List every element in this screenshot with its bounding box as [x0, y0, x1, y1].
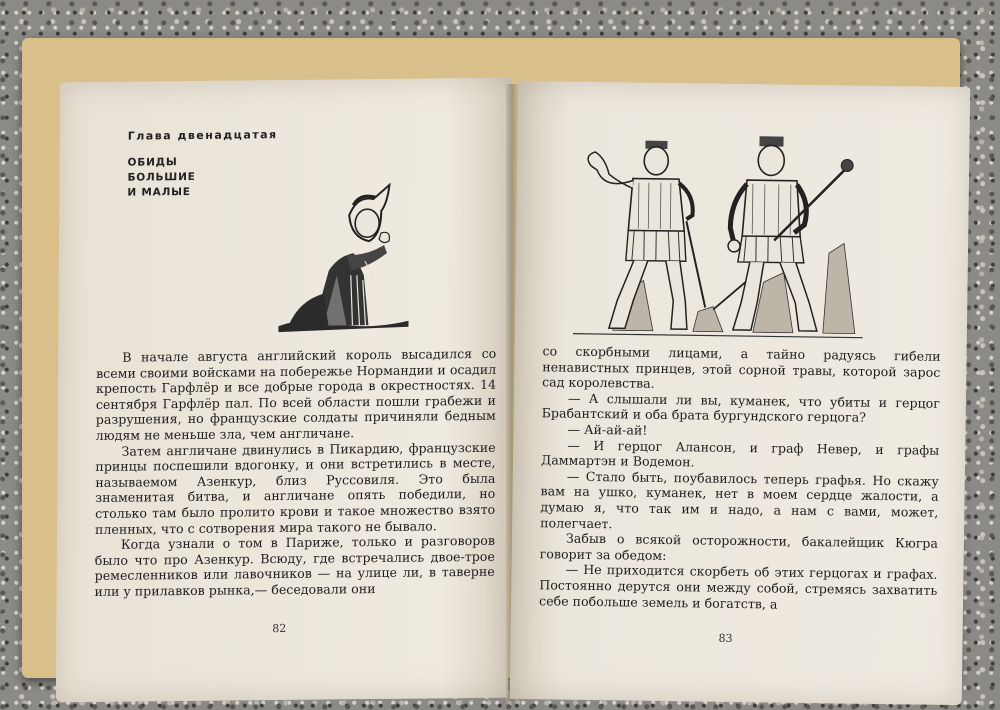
page-number: 83	[718, 631, 733, 645]
paragraph: — Не приходится скорбеть об этих герцогах и графах. Постоянно дерутся они между собой, стремясь захватить себе побольше земель и богатств, а	[538, 561, 938, 612]
chapter-heading: Глава двенадцатая	[127, 128, 278, 143]
chapter-title-line: И МАЛЫЕ	[127, 186, 191, 199]
chapter-title-line: ОБИДЫ	[127, 156, 178, 169]
paragraph: — И герцог Алансон, и граф Невер, и графы Даммартэн и Водемон.	[540, 437, 940, 470]
page-number: 82	[272, 621, 287, 636]
paragraph: Забыв о всякой осторожности, бакалейщик Кюгра говорит за обедом:	[539, 530, 939, 563]
paragraph: Когда узнали о том в Париже, только и разговоров было что про Азенкур. Всюду, где встречались двое-трое ремесленников или лавочников — на улице ли, в таверне или у прилавков рынка,— беседовали они	[94, 532, 496, 599]
paragraph: — Стало быть, поубавилось теперь графья. Но скажу вам на ушко, куманек, нет в моем сердце жалости, а думаю я, что так им и надо, а нам с вами, может, полегчает.	[540, 468, 939, 531]
paragraph: — А слышали ли вы, куманек, что убиты и герцог Брабантский и оба брата бургундского герцога?	[541, 390, 940, 426]
chapter-title-line: БОЛЬШИЕ	[127, 170, 196, 184]
right-page	[510, 81, 971, 705]
paragraph: — Ай-ай-ай!	[567, 421, 648, 438]
two-armored-knights-illustration	[573, 130, 866, 344]
praying-nun-illustration	[268, 175, 419, 337]
paragraph: со скорбными лицами, а тайно радуясь гибели ненавистных принцев, этой сорной травы, которой зарос сад королевства.	[542, 343, 941, 391]
paragraph: В начале августа английский король высадился со всеми своими войсками на побережье Нормандии и осадил крепость Гарфлёр и все добрые города в окрестностях. 14 сентября Гарфлёр пал. По всей области пошли грабежи и разрушения, но французские солдаты причиняли бедным людям не меньше зла, чем англичане.	[95, 345, 497, 443]
open-book	[22, 38, 960, 678]
paragraph: Затем англичане двинулись в Пикардию, французские принцы поспешили вдогонку, и они встретились в месте, называемом Азенкур, близ Руссовиля. Это была знаменитая битва, и англичане опять победили, но столько там было пролито крови и такое множество взято пленных, что с сотворения мира такого не бывало.	[94, 439, 496, 537]
left-page	[56, 78, 512, 703]
right-page-text	[539, 343, 941, 614]
chapter-title	[127, 155, 217, 201]
left-page-text	[95, 346, 497, 600]
